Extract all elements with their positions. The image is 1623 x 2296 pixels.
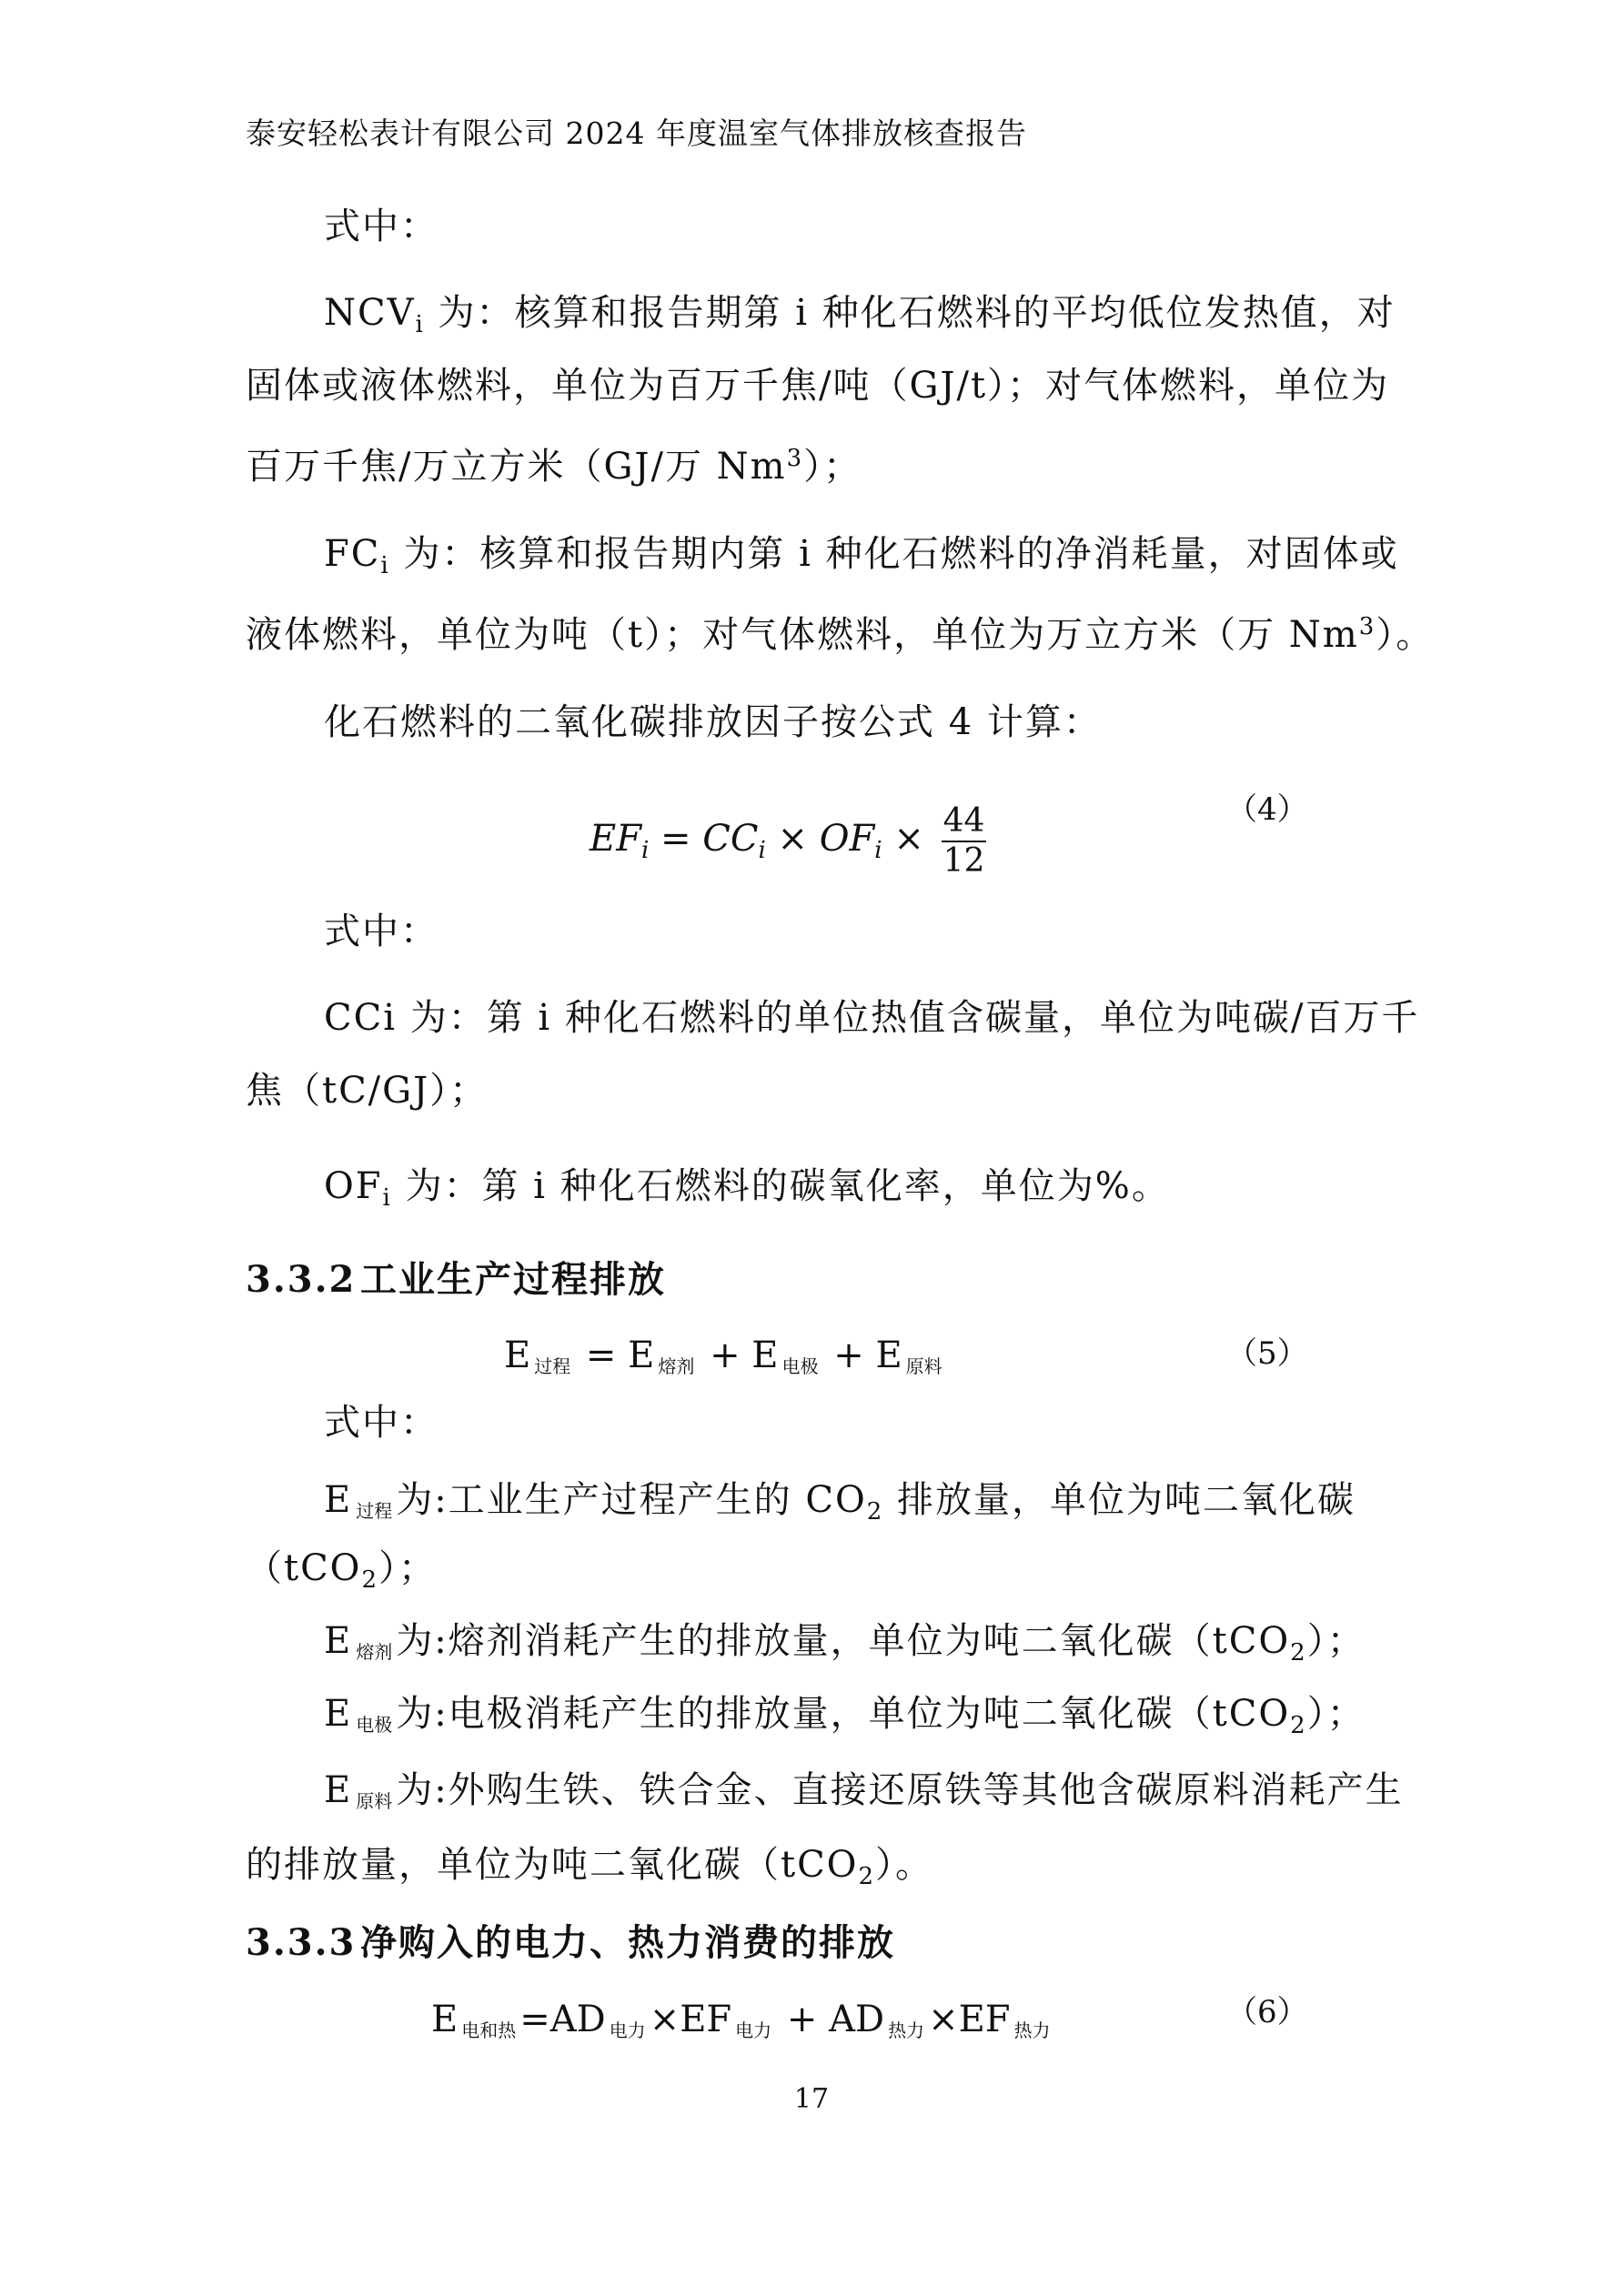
equation-5: [504, 1334, 946, 1388]
e-flux-symbol: E: [324, 1620, 353, 1662]
eq4-fraction: [942, 802, 987, 881]
ncv-symbol: NCV: [324, 292, 416, 334]
e-process-definition-line-1: [324, 1478, 1356, 1534]
where-label: 式中：: [324, 206, 439, 247]
e-electrode-symbol: E: [324, 1693, 353, 1735]
of-symbol: OF: [324, 1165, 383, 1207]
section-title: 工业生产过程排放: [360, 1258, 666, 1301]
section-heading-3-3-2: [246, 1258, 666, 1302]
equation-6: [431, 1998, 1054, 2052]
eq5-sub-process: 过程: [534, 1355, 571, 1377]
ncv-definition-line-1: [324, 291, 1396, 347]
e-flux-text: 为:熔剂消耗产生的排放量，单位为吨二氧化碳（tCO: [396, 1620, 1291, 1662]
fc-symbol: FC: [324, 533, 381, 575]
e-raw-definition-line-1: [324, 1768, 1404, 1823]
eq6-ef-2: ×EF: [928, 1999, 1011, 2040]
e-raw-definition-line-2: [246, 1843, 933, 1898]
eq4-ef-sub: i: [640, 837, 650, 864]
ncv-subscript: i: [415, 311, 425, 338]
e-flux-end: ）；: [1306, 1620, 1366, 1662]
e-raw-text: 为:外购生铁、铁合金、直接还原铁等其他含碳原料消耗产生: [396, 1769, 1404, 1811]
eq4-of-sub: i: [874, 837, 882, 864]
of-definition: [324, 1164, 1170, 1220]
ncv-unit-end: ）；: [803, 446, 862, 488]
section-number: 3.3.3: [246, 1921, 357, 1964]
e-process-text-end: 排放量，单位为吨二氧化碳: [883, 1479, 1356, 1521]
eq4-numerator: 44: [942, 802, 987, 842]
eq4-of: OF: [819, 818, 875, 860]
ef-intro: 化石燃料的二氧化碳排放因子按公式 4 计算：: [324, 701, 1102, 743]
eq5-plus-1: + E: [698, 1334, 779, 1376]
unit-end: ）；: [378, 1547, 438, 1589]
e-raw-sub: 原料: [356, 1790, 393, 1812]
eq5-e: E: [504, 1334, 531, 1376]
eq5-sub-flux: 熔剂: [658, 1355, 695, 1377]
e-raw-end: ）。: [875, 1844, 934, 1886]
eq5-sub-raw: 原料: [905, 1355, 943, 1377]
fc-unit-superscript: 3: [1358, 613, 1376, 640]
equation-6-number: （6）: [1226, 1994, 1308, 2030]
e-electrode-end: ）；: [1306, 1693, 1366, 1735]
cc-definition-line-1: CCi 为：第 i 种化石燃料的单位热值含碳量，单位为吨碳/百万千: [324, 997, 1420, 1039]
of-text: 为：第 i 种化石燃料的碳氧化率，单位为%。: [391, 1165, 1170, 1207]
e-electrode-text: 为:电极消耗产生的排放量，单位为吨二氧化碳（tCO: [396, 1693, 1291, 1735]
eq6-sub-heat-2: 热力: [1013, 2019, 1051, 2041]
eq6-e: E: [431, 1999, 459, 2040]
e-flux-sub: 熔剂: [356, 1641, 393, 1663]
eq4-times-2: ×: [882, 818, 936, 860]
co2-subscript: 2: [361, 1566, 379, 1594]
where-label-2: 式中：: [324, 911, 439, 952]
ncv-text: 为：核算和报告期第 i 种化石燃料的平均低位发热值，对: [424, 292, 1396, 334]
e-process-symbol: E: [324, 1479, 353, 1521]
co2-subscript: 2: [1290, 1639, 1307, 1667]
where-label-3: 式中：: [324, 1402, 439, 1444]
equation-4-number: （4）: [1226, 791, 1308, 828]
page-header: 泰安轻松表计有限公司 2024 年度温室气体排放核查报告: [246, 116, 1027, 151]
ncv-unit-superscript: 3: [786, 445, 804, 472]
eq6-ef-1: ×EF: [649, 1999, 732, 2040]
ncv-unit-text: 百万千焦/万立方米（GJ/万 Nm: [246, 446, 787, 488]
co2-subscript: 2: [1290, 1712, 1307, 1739]
fc-unit-text: 液体燃料，单位为吨（t）；对气体燃料，单位为万立方米（万 Nm: [246, 614, 1359, 656]
co2-subscript: 2: [858, 1863, 876, 1890]
e-process-sub: 过程: [356, 1500, 393, 1522]
e-process-text: 为:工业生产过程产生的 CO: [396, 1479, 867, 1521]
eq6-ad-1: =AD: [519, 1999, 606, 2040]
e-process-definition-line-2: [246, 1546, 437, 1602]
e-flux-definition: [324, 1619, 1366, 1675]
eq6-sub-elec-1: 电力: [609, 2019, 646, 2041]
e-electrode-sub: 电极: [356, 1714, 393, 1736]
e-electrode-definition: [324, 1692, 1366, 1747]
co2-subscript: 2: [866, 1498, 884, 1526]
of-subscript: i: [382, 1184, 392, 1212]
fc-definition-line-1: [324, 532, 1399, 588]
eq6-sub-elec-2: 电力: [735, 2019, 772, 2041]
e-raw-text-2: 的排放量，单位为吨二氧化碳（tCO: [246, 1844, 859, 1886]
cc-definition-line-2: 焦（tC/GJ）；: [246, 1070, 489, 1112]
fc-unit-end: ）。: [1376, 614, 1435, 656]
eq6-sub-heat-1: 热力: [888, 2019, 925, 2041]
eq4-cc: CC: [702, 818, 759, 860]
eq5-plus-2: + E: [822, 1334, 902, 1376]
page-number: 17: [793, 2083, 830, 2115]
eq6-sub-elec-heat: 电和热: [461, 2019, 517, 2041]
e-raw-symbol: E: [324, 1769, 353, 1811]
eq5-sub-electrode: 电极: [781, 1355, 819, 1377]
section-number: 3.3.2: [246, 1258, 357, 1301]
section-title: 净购入的电力、热力消费的排放: [360, 1921, 895, 1964]
eq6-ad-2: + AD: [775, 1999, 885, 2040]
equation-4: [590, 802, 986, 881]
eq4-equals: =: [649, 818, 703, 860]
fc-definition-line-2: [246, 605, 1434, 657]
eq4-cc-sub: i: [758, 837, 766, 864]
equation-5-number: （5）: [1226, 1335, 1308, 1372]
eq5-equals: = E: [574, 1334, 655, 1376]
unit-text: （tCO: [246, 1547, 362, 1589]
eq4-times-1: ×: [765, 818, 820, 860]
section-heading-3-3-3: [246, 1921, 895, 1965]
eq4-denominator: 12: [943, 842, 985, 880]
fc-text: 为：核算和报告期内第 i 种化石燃料的净消耗量，对固体或: [389, 533, 1399, 575]
ncv-definition-line-2: 固体或液体燃料，单位为百万千焦/吨（GJ/t）；对气体燃料，单位为: [246, 365, 1390, 407]
eq4-ef: EF: [590, 818, 641, 860]
ncv-definition-line-3: [246, 437, 862, 488]
fc-subscript: i: [380, 552, 390, 579]
